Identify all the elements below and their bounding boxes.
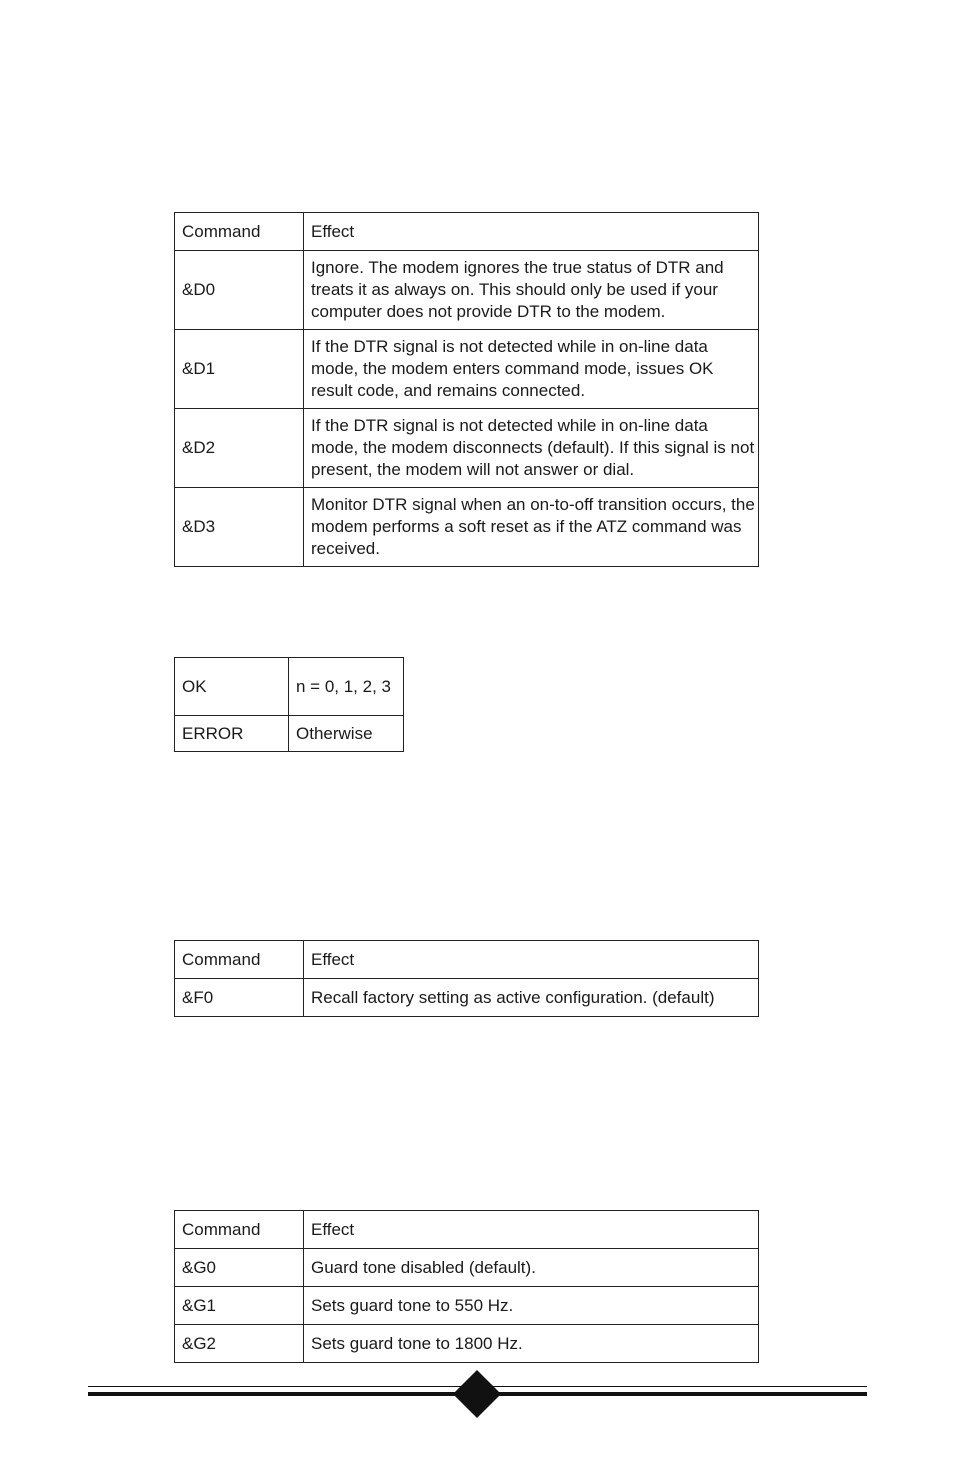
effect-cell: Guard tone disabled (default). <box>304 1249 759 1287</box>
command-cell: &D0 <box>175 251 304 330</box>
command-column-header: Command <box>175 941 304 979</box>
table-header-row <box>175 1211 759 1249</box>
effect-column-header: Effect <box>304 1211 759 1249</box>
command-cell: &F0 <box>175 979 304 1017</box>
command-cell: &D2 <box>175 409 304 488</box>
effect-column-header: Effect <box>304 941 759 979</box>
table-row <box>175 251 759 330</box>
effect-cell: Sets guard tone to 1800 Hz. <box>304 1325 759 1363</box>
command-cell: &G1 <box>175 1287 304 1325</box>
table-header-row <box>175 941 759 979</box>
table-row <box>175 1287 759 1325</box>
table-row <box>175 330 759 409</box>
command-cell: &D3 <box>175 488 304 567</box>
result-code-cell: OK <box>175 658 289 716</box>
table-header-row <box>175 213 759 251</box>
table-row <box>175 658 404 716</box>
effect-cell: Sets guard tone to 550 Hz. <box>304 1287 759 1325</box>
guard-tone-table <box>174 1210 759 1363</box>
effect-cell: Ignore. The modem ignores the true status of DTR and treats it as always on. This should only be used if your computer does not provide DTR to the modem. <box>304 251 759 330</box>
effect-cell: Recall factory setting as active configuration. (default) <box>304 979 759 1017</box>
dtr-command-table <box>174 212 759 567</box>
table-row <box>175 1249 759 1287</box>
command-column-header: Command <box>175 213 304 251</box>
command-column-header: Command <box>175 1211 304 1249</box>
condition-cell: Otherwise <box>289 716 404 752</box>
result-code-table <box>174 657 404 752</box>
effect-cell: Monitor DTR signal when an on-to-off transition occurs, the modem performs a soft reset as if the ATZ command was received. <box>304 488 759 567</box>
result-code-cell: ERROR <box>175 716 289 752</box>
table-row <box>175 979 759 1017</box>
footer-diamond-icon <box>453 1370 501 1418</box>
effect-cell: If the DTR signal is not detected while in on-line data mode, the modem disconnects (default). If this signal is not present, the modem will not answer or dial. <box>304 409 759 488</box>
factory-setting-table <box>174 940 759 1017</box>
command-cell: &G0 <box>175 1249 304 1287</box>
table-row <box>175 716 404 752</box>
command-cell: &D1 <box>175 330 304 409</box>
table-row <box>175 409 759 488</box>
table-row <box>175 488 759 567</box>
condition-cell: n = 0, 1, 2, 3 <box>289 658 404 716</box>
effect-column-header: Effect <box>304 213 759 251</box>
command-cell: &G2 <box>175 1325 304 1363</box>
effect-cell: If the DTR signal is not detected while in on-line data mode, the modem enters command mode, issues OK result code, and remains connected. <box>304 330 759 409</box>
table-row <box>175 1325 759 1363</box>
